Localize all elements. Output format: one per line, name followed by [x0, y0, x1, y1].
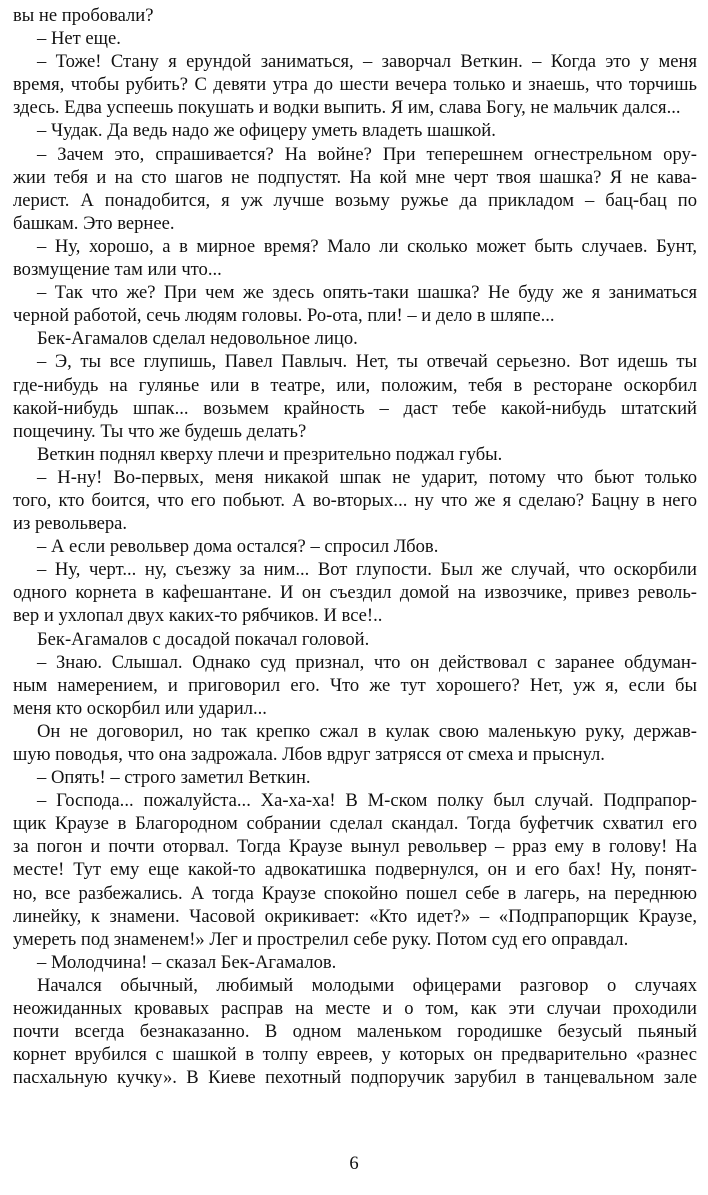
text-line: – Э, ты все глупишь, Павел Павлыч. Нет, ты отвечай серьезно. Вот идешь ты: [37, 351, 697, 373]
text-line: где-нибудь на гулянье или в театре, или, положим, тебя в ресторане оскорбил: [13, 374, 697, 396]
text-line: Веткин поднял кверху плечи и презрительно поджал губы.: [37, 443, 503, 465]
text-line: черной работой, сечь людям головы. Ро-ота, пли! – и дело в шляпе...: [13, 305, 555, 327]
text-line: меня кто оскорбил или ударил...: [13, 697, 267, 719]
text-line: – Нет еще.: [37, 28, 121, 50]
text-line: за погон и почти оторвал. Тогда Краузе вынул револьвер – рраз ему в голову! На: [13, 836, 697, 858]
text-line: башкам. Это вернее.: [13, 212, 175, 234]
text-line: Бек-Агамалов с досадой покачал головой.: [37, 628, 370, 650]
text-line: время, чтобы рубить? С девяти утра до шести вечера только и знаешь, что торчишь: [13, 74, 697, 96]
text-line: Бек-Агамалов сделал недовольное лицо.: [37, 328, 358, 350]
page-number: 6: [349, 1153, 359, 1174]
text-line: – Знаю. Слышал. Однако суд признал, что он действовал с заранее обдуман-: [37, 651, 697, 673]
text-line: – Ну, хорошо, а в мирное время? Мало ли сколько может быть случаев. Бунт,: [37, 235, 697, 257]
text-line: вер и ухлопал двух каких-то рябчиков. И все!..: [13, 605, 383, 627]
text-line: пасхальную кучку». В Киеве пехотный подпоручик зарубил в танцевальном зале: [13, 1067, 697, 1089]
text-line: лерист. А понадобится, я уж лучше возьму ружье да прикладом – бац-бац по: [13, 189, 697, 211]
text-line: Он не договорил, но так крепко сжал в кулак свою маленькую руку, держав-: [37, 720, 697, 742]
text-line: какой-нибудь шпак... возьмем крайность – даст тебе какой-нибудь штатский: [13, 397, 697, 419]
text-line: – Тоже! Стану я ерундой заниматься, – заворчал Веткин. – Когда это у меня: [37, 51, 697, 73]
text-line: – Чудак. Да ведь надо же офицеру уметь владеть шашкой.: [37, 120, 496, 142]
text-line: – Так что же? При чем же здесь опять-таки шашка? Не буду же я заниматься: [37, 282, 697, 304]
text-line: здесь. Едва успеешь покушать и водки выпить. Я им, слава Богу, не мальчик дался...: [13, 97, 681, 119]
text-line: пощечину. Ты что же будешь делать?: [13, 420, 307, 442]
text-line: – А если револьвер дома остался? – спросил Лбов.: [37, 536, 439, 558]
text-line: умереть под знаменем!» Лег и прострелил себе руку. Потом суд его оправдал.: [13, 928, 629, 950]
text-line: щик Краузе в Благородном собрании сделал скандал. Тогда буфетчик схватил его: [13, 813, 697, 835]
text-line: месте! Тут ему еще какой-то адвокатишка подвернулся, он и его бах! Ну, понят-: [13, 859, 697, 881]
text-line: вы не пробовали?: [13, 5, 154, 26]
text-line: – Молодчина! – сказал Бек-Агамалов.: [37, 951, 337, 973]
text-line: – Ну, черт... ну, съезжу за ним... Вот глупости. Был же случай, что оскорбили: [37, 559, 697, 581]
text-line: линейку, к знамени. Часовой окрикивает: «Кто идет?» – «Подпрапорщик Краузе,: [13, 905, 697, 927]
text-line: почти всегда безнаказанно. В одном маленьком городишке безусый пьяный: [13, 1021, 697, 1043]
body-text: [13, 4, 697, 1089]
text-line: ным намерением, и приговорил его. Что же тут хорошего? Нет, уж я, если бы: [13, 674, 697, 696]
text-line: того, кто боится, что его побьют. А во-вторых... ну что же я сделаю? Бацну в него: [13, 489, 697, 511]
text-line: – Н-ну! Во-первых, меня никакой шпак не ударит, потому что бьют только: [37, 466, 697, 488]
text-line: неожиданных кровавых расправ на месте и о том, как эти случаи проходили: [13, 998, 697, 1020]
text-line: но, все разбежались. А тогда Краузе спокойно пошел себе в лагерь, на переднюю: [13, 882, 697, 904]
text-line: Начался обычный, любимый молодыми офицерами разговор о случаях: [37, 974, 697, 996]
text-line: корнет врубился с шашкой в толпу евреев, у которых он предварительно «разнес: [13, 1044, 697, 1066]
text-line: из револьвера.: [13, 513, 128, 535]
text-line: шую поводья, что она задрожала. Лбов вдруг затрясся от смеха и прыснул.: [13, 744, 605, 765]
text-line: возмущение там или что...: [13, 259, 222, 281]
text-line: – Зачем это, спрашивается? На войне? При теперешнем огнестрельном ору-: [37, 143, 697, 165]
text-line: жии тебя и на сто шагов не подпустят. На кой мне черт твоя шашка? Я не кава-: [13, 166, 697, 188]
text-line: одного корнета в кафешантане. И он съездил домой на извозчике, привез револь-: [13, 582, 697, 604]
text-line: – Господа... пожалуйста... Ха-ха-ха! В М-ском полку был случай. Подпрапор-: [37, 790, 697, 812]
text-line: – Опять! – строго заметил Веткин.: [37, 767, 311, 789]
